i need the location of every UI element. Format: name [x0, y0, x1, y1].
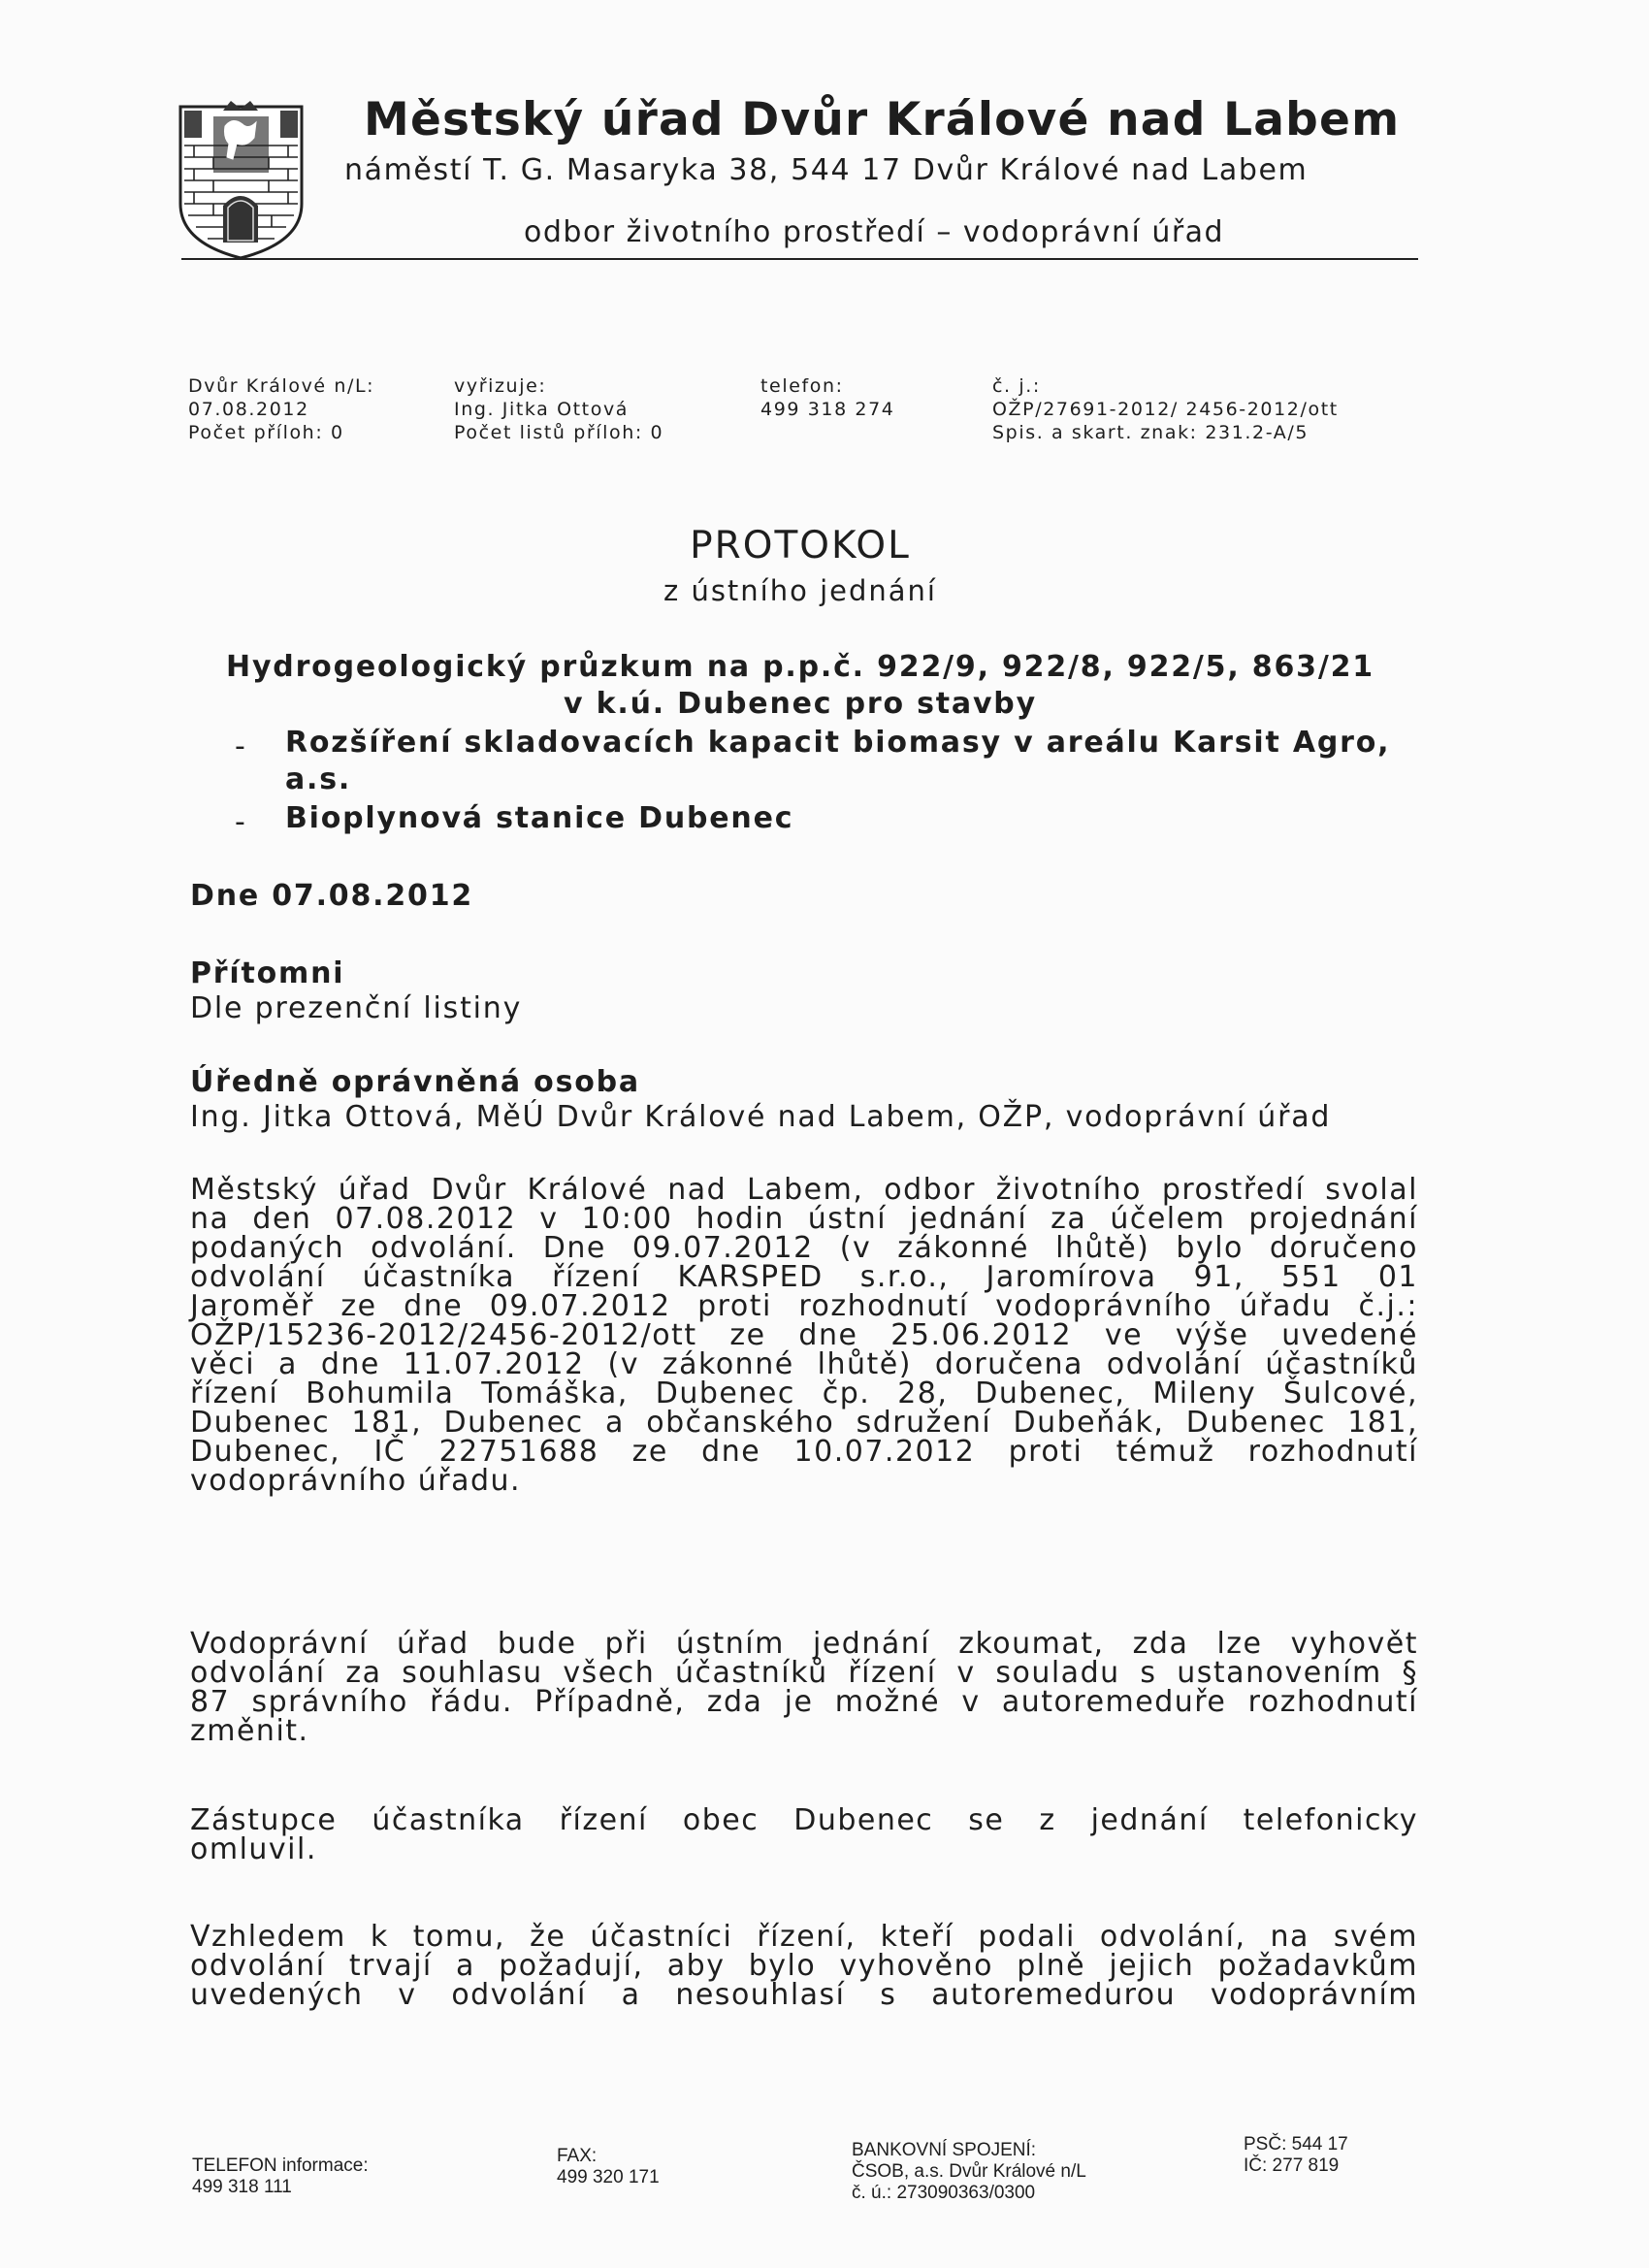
bullet-dash: -	[235, 805, 245, 839]
subject-bullet-1-line-1: Rozšíření skladovacích kapacit biomasy v areálu Karsit Agro,	[285, 726, 1391, 760]
reference-column-handler	[454, 374, 663, 444]
present-heading: Přítomni	[190, 956, 345, 990]
reference-archive-code: Spis. a skart. znak: 231.2-A/5	[992, 422, 1310, 443]
official-text: Ing. Jitka Ottová, MěÚ Dvůr Králové nad Labem, OŽP, vodoprávní úřad	[190, 1100, 1332, 1134]
footer-phone	[192, 2155, 369, 2198]
paragraph-line: věci a dne 11.07.2012 (v zákonné lhůtě) doručena odvolání účastníků	[190, 1347, 1418, 1381]
footer-postal-code: PSČ: 544 17	[1244, 2134, 1348, 2155]
subject-line-2: v k.ú. Dubenec pro stavby	[564, 687, 1037, 721]
subject-bullet-2: Bioplynová stanice Dubenec	[285, 801, 794, 835]
paragraph-line: Jaroměř ze dne 09.07.2012 proti rozhodnutí vodoprávního úřadu č.j.:	[190, 1289, 1418, 1323]
reference-phone-number: 499 318 274	[760, 399, 895, 420]
footer-fax-number: 499 320 171	[557, 2167, 660, 2187]
reference-attachments: Počet příloh: 0	[188, 422, 344, 443]
present-text: Dle prezenční listiny	[190, 991, 523, 1025]
paragraph-line: Zástupce účastníka řízení obec Dubenec se z jednání telefonicky	[190, 1803, 1418, 1837]
paragraph-line: Dubenec, IČ 22751688 ze dne 10.07.2012 proti témuž rozhodnutí	[190, 1435, 1418, 1469]
letterhead-divider	[181, 258, 1418, 260]
footer-phone-number: 499 318 111	[192, 2177, 292, 2197]
footer-ids	[1244, 2134, 1348, 2177]
footer-bank-account: č. ú.: 273090363/0300	[852, 2183, 1036, 2203]
reference-handler-name: Ing. Jitka Ottová	[454, 399, 630, 420]
paragraph-line: odvolání za souhlasu všech účastníků řízení v souladu s ustanovením §	[190, 1656, 1418, 1690]
subject-bullet-1-line-2: a.s.	[285, 762, 352, 796]
reference-file-number: OŽP/27691-2012/ 2456-2012/ott	[992, 399, 1339, 420]
subject-line-1: Hydrogeologický průzkum na p.p.č. 922/9, 922/8, 922/5, 863/21	[226, 650, 1374, 684]
paragraph-line: vodoprávního úřadu.	[190, 1464, 522, 1498]
paragraph-examination	[190, 1627, 1418, 1748]
footer-phone-label: TELEFON informace:	[192, 2155, 369, 2176]
town-coat-of-arms-icon	[175, 97, 307, 262]
footer-fax	[557, 2146, 660, 2188]
paragraph-line: řízení Bohumila Tomáška, Dubenec čp. 28, Dubenec, Mileny Šulcové,	[190, 1377, 1418, 1410]
footer-bank	[852, 2140, 1086, 2204]
reference-column-place-date	[188, 374, 374, 444]
paragraph-conclusion	[190, 1920, 1418, 2012]
organization-department: odbor životního prostředí – vodoprávní úřad	[524, 215, 1225, 249]
document-title: PROTOKOL	[690, 524, 911, 567]
paragraph-line: odvolání účastníka řízení KARSPED s.r.o., Jaromírova 91, 551 01	[190, 1260, 1418, 1294]
paragraph-line: Vodoprávní úřad bude při ústním jednání zkoumat, zda lze vyhovět	[190, 1627, 1418, 1661]
paragraph-line: 87 správního řádu. Případně, zda je možné v autoremeduře rozhodnutí	[190, 1685, 1418, 1719]
bullet-dash: -	[235, 729, 245, 763]
reference-attachment-sheets: Počet listů příloh: 0	[454, 422, 664, 443]
paragraph-line: uvedených v odvolání a nesouhlasí s autoremedurou vodoprávním	[190, 1978, 1418, 2012]
reference-file-label: č. j.:	[992, 375, 1041, 397]
paragraph-convocation	[190, 1173, 1418, 1498]
organization-name: Městský úřad Dvůr Králové nad Labem	[364, 93, 1401, 146]
paragraph-line: Městský úřad Dvůr Králové nad Labem, odbor životního prostředí svolal	[190, 1173, 1418, 1207]
reference-handler-label: vyřizuje:	[454, 375, 547, 397]
reference-column-phone	[760, 374, 894, 421]
official-heading: Úředně oprávněná osoba	[190, 1065, 640, 1099]
footer-company-id: IČ: 277 819	[1244, 2155, 1340, 2176]
paragraph-line: OŽP/15236-2012/2456-2012/ott ze dne 25.06.2012 ve výše uvedené	[190, 1318, 1418, 1352]
paragraph-line: změnit.	[190, 1714, 309, 1748]
reference-phone-label: telefon:	[760, 375, 844, 397]
meeting-date: Dne 07.08.2012	[190, 879, 474, 913]
paragraph-line: omluvil.	[190, 1832, 317, 1866]
organization-address: náměstí T. G. Masaryka 38, 544 17 Dvůr Králové nad Labem	[344, 153, 1309, 187]
footer-bank-name: ČSOB, a.s. Dvůr Králové n/L	[852, 2161, 1086, 2182]
paragraph-line: odvolání trvají a požadují, aby bylo vyhověno plně jejich požadavkům	[190, 1949, 1418, 1983]
document-subtitle: z ústního jednání	[663, 574, 937, 607]
reference-place-label: Dvůr Králové n/L:	[188, 375, 375, 397]
paragraph-line: na den 07.08.2012 v 10:00 hodin ústní jednání za účelem projednání	[190, 1202, 1418, 1236]
paragraph-line: Vzhledem k tomu, že účastníci řízení, kteří podali odvolání, na svém	[190, 1920, 1418, 1954]
paragraph-line: Dubenec 181, Dubenec a občanského sdružení Dubeňák, Dubenec 181,	[190, 1406, 1418, 1440]
reference-column-file-number	[992, 374, 1339, 444]
paragraph-apology	[190, 1803, 1418, 1866]
footer-bank-label: BANKOVNÍ SPOJENÍ:	[852, 2140, 1037, 2160]
reference-date: 07.08.2012	[188, 399, 309, 420]
paragraph-line: podaných odvolání. Dne 09.07.2012 (v zákonné lhůtě) bylo doručeno	[190, 1231, 1418, 1265]
footer-fax-label: FAX:	[557, 2146, 598, 2166]
